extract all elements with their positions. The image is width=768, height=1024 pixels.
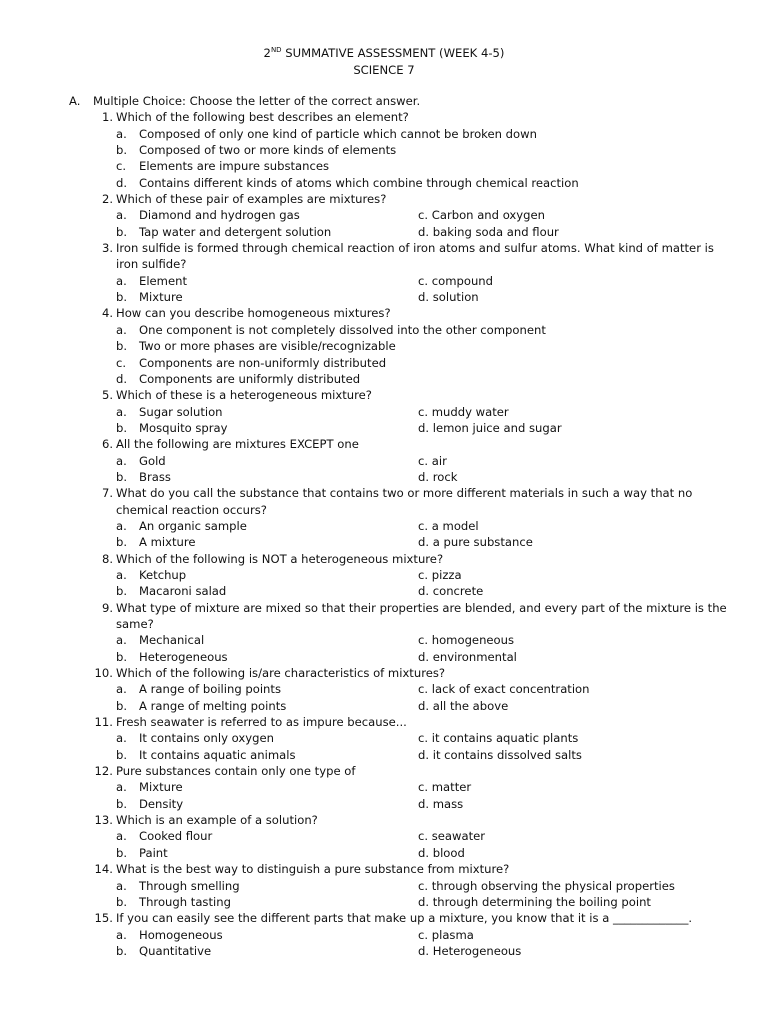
option-letter: d. [116,371,128,386]
option-text: Macaroni salad [139,584,227,599]
question-line-continued [0,256,768,272]
option-letter: b. [116,649,128,664]
section-instruction: Multiple Choice: Choose the letter of the correct answer. [93,94,421,108]
option-letter: b. [116,224,128,239]
option-text: Sugar solution [139,404,223,419]
question-item [0,600,768,665]
option-letter: b. [116,747,128,762]
option-row [0,681,768,697]
option-letter: b. [116,698,128,713]
option-row [0,355,768,371]
option-row [0,698,768,714]
option-text: Cooked flour [139,829,213,844]
option-row [0,518,768,534]
question-text: Which of the following best describes an element? [116,110,409,125]
question-line [0,812,768,828]
question-line-continued [0,616,768,632]
option-text: It contains only oxygen [139,731,274,746]
question-text: Which of the following is NOT a heterogeneous mixture? [116,551,444,566]
option-letter: a. [116,633,127,648]
option-text-right: c. it contains aquatic plants [418,731,579,746]
question-text: Which is an example of a solution? [116,813,318,828]
option-letter: a. [116,404,127,419]
option-text-right: c. compound [418,273,494,288]
option-text: Components are non-uniformly distributed [139,355,387,370]
question-text: Which of the following is/are characteristics of mixtures? [116,666,446,681]
question-item [0,109,768,191]
option-letter: b. [116,894,128,909]
option-letter: b. [116,796,128,811]
question-item [0,910,768,959]
question-body [0,93,768,959]
question-text: What is the best way to distinguish a pure substance from mixture? [116,862,510,877]
option-row [0,796,768,812]
option-row [0,878,768,894]
question-number: 15. [94,911,113,926]
option-row [0,289,768,305]
subject-title: SCIENCE 7 [353,62,415,77]
question-number: 14. [94,862,113,877]
option-text: A range of boiling points [139,682,281,697]
section-heading [0,93,768,109]
question-item [0,665,768,714]
question-line [0,305,768,321]
option-letter: a. [116,453,127,468]
option-text-right: d. lemon juice and sugar [418,420,562,435]
question-number: 1. [101,110,113,125]
question-number: 9. [101,600,113,615]
option-letter: a. [116,322,127,337]
question-number: 10. [94,666,113,681]
question-line [0,436,768,452]
option-text: Tap water and detergent solution [139,224,332,239]
option-letter: a. [116,878,127,893]
question-line [0,191,768,207]
option-row [0,567,768,583]
option-text: Element [139,273,187,288]
option-letter: a. [116,567,127,582]
option-text-right: c. seawater [418,829,486,844]
option-letter: b. [116,469,128,484]
option-row [0,649,768,665]
question-text: What do you call the substance that contains two or more different materials in such a way that no [116,486,693,501]
option-letter: c. [116,159,127,174]
option-letter: a. [116,731,127,746]
option-text: Components are uniformly distributed [139,371,361,386]
option-text-right: d. Heterogeneous [418,943,522,958]
option-text: Through smelling [139,878,240,893]
option-text: Composed of only one kind of particle which cannot be broken down [139,126,537,141]
option-letter: a. [116,208,127,223]
question-item [0,191,768,240]
question-line [0,600,768,616]
option-row [0,894,768,910]
question-number: 6. [101,437,113,452]
option-row [0,175,768,191]
option-text-right: c. matter [418,780,472,795]
option-row [0,730,768,746]
option-text: Elements are impure substances [139,159,330,174]
option-text-right: c. pizza [418,567,462,582]
question-item [0,812,768,861]
option-row [0,469,768,485]
option-text-right: d. environmental [418,649,517,664]
option-text: Ketchup [139,567,187,582]
option-row [0,927,768,943]
option-text: Two or more phases are visible/recognizable [139,339,396,354]
question-line [0,665,768,681]
option-letter: b. [116,290,128,305]
option-letter: b. [116,845,128,860]
option-letter: a. [116,829,127,844]
option-text: Mechanical [139,633,205,648]
question-text: All the following are mixtures EXCEPT one [116,437,359,452]
option-text: Quantitative [139,943,212,958]
option-text-right: d. through determining the boiling point [418,894,651,909]
option-text-right: d. baking soda and flour [418,224,559,239]
option-row [0,420,768,436]
option-row [0,142,768,158]
question-number: 12. [94,764,113,779]
option-row [0,273,768,289]
question-line [0,861,768,877]
option-row [0,371,768,387]
option-letter: a. [116,273,127,288]
question-item [0,485,768,550]
option-text: Contains different kinds of atoms which combine through chemical reaction [139,175,579,190]
question-item [0,240,768,305]
option-letter: b. [116,143,128,158]
question-text: Which of these is a heterogeneous mixture? [116,388,372,403]
option-letter: c. [116,355,127,370]
option-text-right: d. concrete [418,584,484,599]
option-text: Mixture [139,290,183,305]
question-number: 3. [101,241,113,256]
question-text: chemical reaction occurs? [116,502,267,517]
question-number: 7. [101,486,113,501]
assessment-title: 2ND SUMMATIVE ASSESSMENT (WEEK 4-5) [263,46,505,60]
question-number: 8. [101,551,113,566]
question-text: Fresh seawater is referred to as impure because... [116,715,407,730]
option-text: Heterogeneous [139,649,228,664]
option-letter: b. [116,943,128,958]
question-line [0,240,768,256]
option-text-right: c. lack of exact concentration [418,682,590,697]
option-letter: d. [116,175,128,190]
option-row [0,943,768,959]
option-text-right: c. Carbon and oxygen [418,208,545,223]
option-text: Paint [139,845,168,860]
option-text-right: c. homogeneous [418,633,515,648]
question-number: 5. [101,388,113,403]
option-row [0,207,768,223]
option-row [0,747,768,763]
option-text-right: d. a pure substance [418,535,533,550]
question-number: 2. [101,192,113,207]
option-text: Mixture [139,780,183,795]
option-row [0,632,768,648]
option-letter: a. [116,126,127,141]
question-line [0,387,768,403]
document-header [0,45,768,78]
question-item [0,763,768,812]
option-text: Gold [139,453,166,468]
option-text-right: d. mass [418,796,464,811]
question-text: iron sulfide? [116,257,187,272]
option-text: Density [139,796,184,811]
section-letter: A. [69,94,81,108]
option-text-right: c. plasma [418,927,474,942]
question-text: If you can easily see the different parts that make up a mixture, you know that it is a _____________. [116,911,693,926]
option-text-right: d. rock [418,469,458,484]
option-text: Brass [139,469,171,484]
option-letter: a. [116,780,127,795]
question-item [0,436,768,485]
question-line [0,109,768,125]
option-text: A range of melting points [139,698,287,713]
option-row [0,224,768,240]
option-text-right: c. muddy water [418,404,509,419]
option-text-right: d. blood [418,845,465,860]
option-row [0,338,768,354]
question-line-continued [0,502,768,518]
option-text-right: d. all the above [418,698,509,713]
option-letter: b. [116,535,128,550]
question-text: same? [116,617,154,631]
option-letter: b. [116,339,128,354]
question-line [0,763,768,779]
question-text: Which of these pair of examples are mixtures? [116,192,387,207]
option-text: An organic sample [139,518,247,533]
option-text: One component is not completely dissolved into the other component [139,322,546,337]
question-item [0,861,768,910]
option-text-right: c. a model [418,518,479,533]
option-row [0,404,768,420]
question-number: 11. [94,715,113,730]
option-row [0,322,768,338]
option-text-right: d. solution [418,290,479,305]
question-line [0,551,768,567]
option-row [0,534,768,550]
option-text: Composed of two or more kinds of elements [139,143,397,158]
option-text: Mosquito spray [139,420,228,435]
option-text-right: c. air [418,453,447,468]
option-row [0,126,768,142]
option-row [0,453,768,469]
option-text-right: c. through observing the physical properties [418,878,675,893]
question-text: What type of mixture are mixed so that their properties are blended, and every part of the mixture is the [116,600,727,615]
question-item [0,551,768,600]
question-list [0,109,768,959]
option-letter: b. [116,584,128,599]
question-number: 13. [94,813,113,828]
question-line [0,714,768,730]
option-row [0,845,768,861]
option-row [0,828,768,844]
option-row [0,779,768,795]
option-text: A mixture [139,535,196,550]
question-item [0,714,768,763]
option-row [0,583,768,599]
option-text: Through tasting [139,894,231,909]
option-text-right: d. it contains dissolved salts [418,747,582,762]
option-letter: a. [116,518,127,533]
question-line [0,910,768,926]
option-letter: a. [116,927,127,942]
question-text: Pure substances contain only one type of [116,764,356,779]
option-letter: a. [116,682,127,697]
question-number: 4. [101,306,113,321]
option-row [0,158,768,174]
question-line [0,485,768,501]
question-item [0,387,768,436]
question-item [0,305,768,387]
option-text: Diamond and hydrogen gas [139,208,300,223]
option-text: Homogeneous [139,927,223,942]
question-text: Iron sulfide is formed through chemical reaction of iron atoms and sulfur atoms. What kind of matter is [116,241,714,256]
question-text: How can you describe homogeneous mixtures? [116,306,391,321]
option-letter: b. [116,420,128,435]
option-text: It contains aquatic animals [139,747,296,762]
